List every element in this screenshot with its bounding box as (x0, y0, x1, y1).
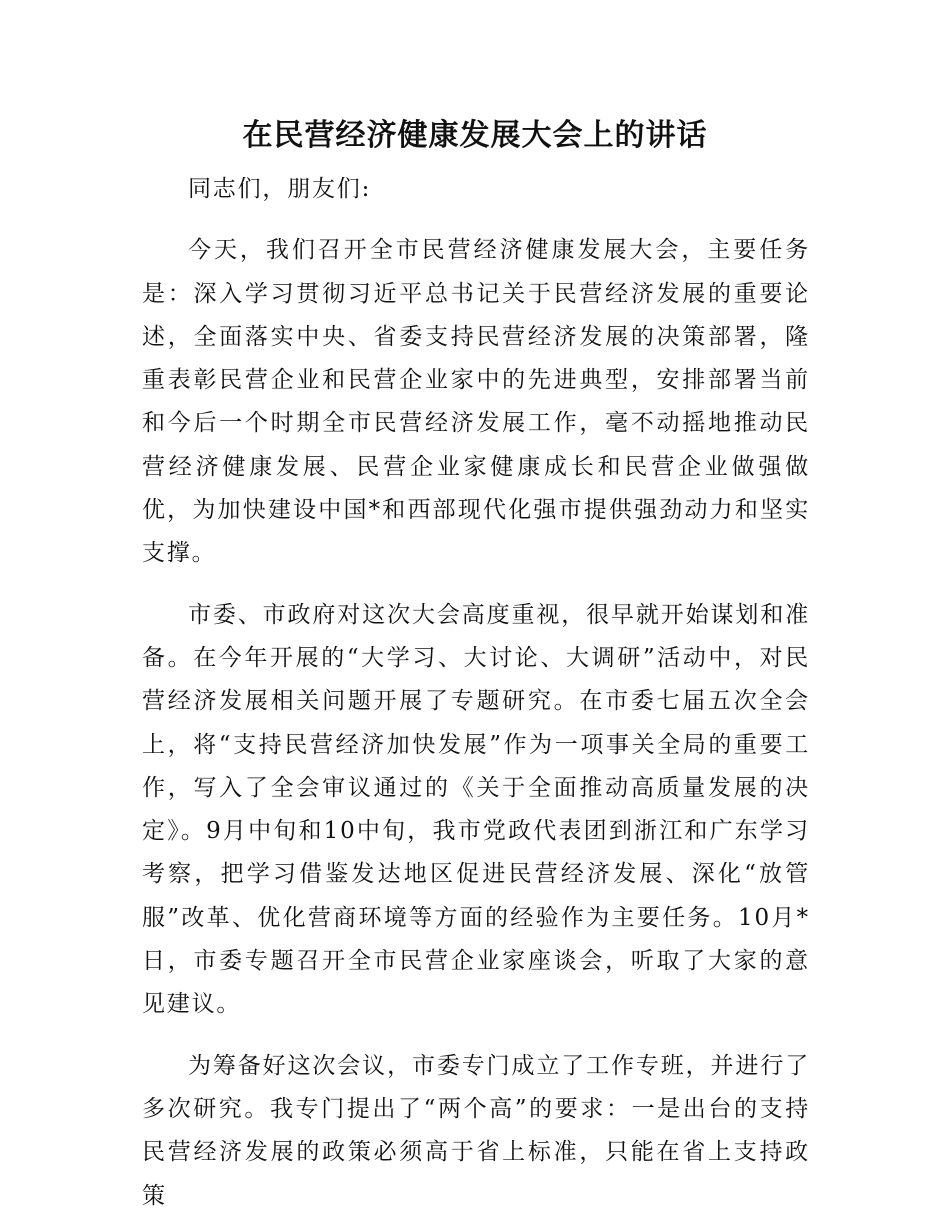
document-title: 在民营经济健康发展大会上的讲话 (242, 118, 708, 153)
salutation: 同志们，朋友们: (188, 176, 372, 202)
paragraph-1: 今天，我们召开全市民营经济健康发展大会，主要任务是：深入学习贯彻习近平总书记关于民营经济发展的重要论述，全面落实中央、省委支持民营经济发展的决策部署，隆重表彰民营企业和民营企业家中的先进典型，安排部署当前和今后一个时期全市民营经济发展工作，毫不动摇地推动民营经济健康发展、民营企业家健康成长和民营企业做强做优，为加快建设中国*和西部现代化强市提供强劲动力和坚实支撑。 (142, 237, 810, 567)
paragraph-2: 市委、市政府对这次大会高度重视，很早就开始谋划和准备。在今年开展的“大学习、大讨论、大调研”活动中，对民营经济发展相关问题开展了专题研究。在市委七届五次全会上，将“支持民营经济加快发展”作为一项事关全局的重要工作，写入了全会审议通过的《关于全面推动高质量发展的决定》。9月中旬和10中旬，我市党政代表团到浙江和广东学习考察，把学习借鉴发达地区促进民营经济发展、深化“放管服”改革、优化营商环境等方面的经验作为主要任务。10月*日，市委专题召开全市民营企业家座谈会，听取了大家的意见建议。 (142, 601, 810, 1018)
paragraph-3: 为筹备好这次会议，市委专门成立了工作专班，并进行了多次研究。我专门提出了“两个高”的要求：一是出台的支持民营经济发展的政策必须高于省上标准，只能在省上支持政策 (142, 1052, 810, 1209)
document-body (142, 168, 810, 1218)
